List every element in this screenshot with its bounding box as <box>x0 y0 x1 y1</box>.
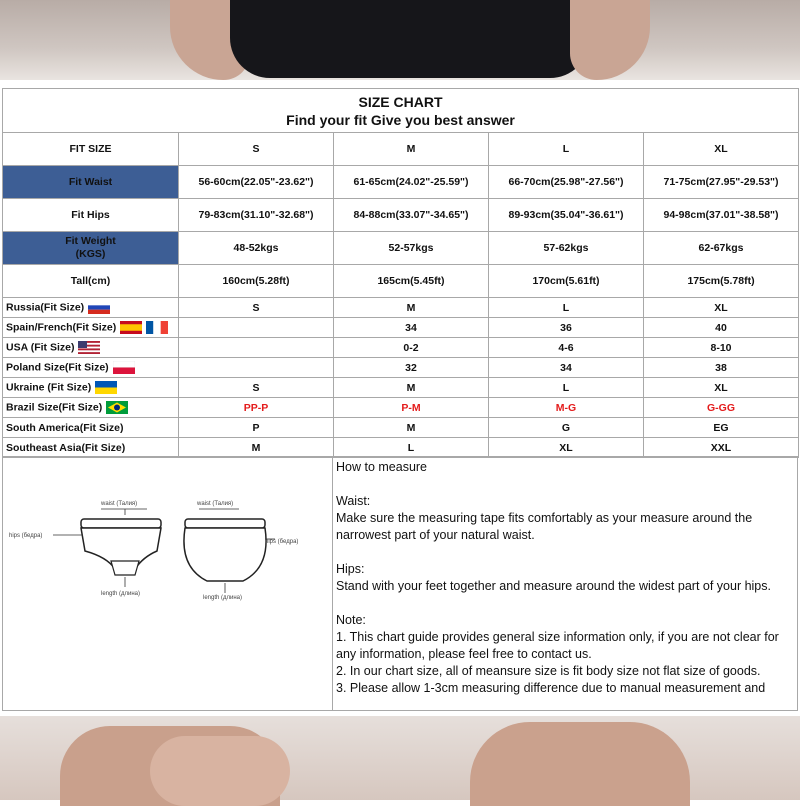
country-size-value <box>179 358 334 378</box>
back-panty-icon <box>184 509 275 593</box>
country-size-value: M <box>334 378 489 398</box>
country-row <box>3 438 799 458</box>
country-size-value: M-G <box>489 398 644 418</box>
note-2: 2. In our chart size, all of meansure size is fit body size not flat size of goods. <box>336 664 761 678</box>
size-table <box>2 88 799 458</box>
country-label: Southeast Asia(Fit Size) <box>6 441 126 454</box>
country-label-cell <box>3 418 179 438</box>
measure-value: 56-60cm(22.05"-23.62") <box>179 166 334 199</box>
country-size-value: S <box>179 298 334 318</box>
country-label: South America(Fit Size) <box>6 421 124 434</box>
poland-flag-icon <box>109 361 135 373</box>
brazil-flag-icon <box>102 401 128 413</box>
measure-label: Fit Waist <box>3 166 179 199</box>
country-row <box>3 398 799 418</box>
measure-value: 170cm(5.61ft) <box>489 265 644 298</box>
country-row <box>3 318 799 338</box>
country-size-value: 4-6 <box>489 338 644 358</box>
title-row <box>3 89 799 133</box>
ukraine-flag-icon <box>91 381 117 393</box>
country-row <box>3 358 799 378</box>
country-label-cell <box>3 298 179 318</box>
spain-france-flag-icon <box>116 321 168 333</box>
country-size-value: 0-2 <box>334 338 489 358</box>
length-label-back: length (длина) <box>203 595 243 601</box>
length-label: length (длина) <box>101 591 141 597</box>
size-header-l: L <box>489 133 644 166</box>
country-size-value: P-M <box>334 398 489 418</box>
size-header-xl: XL <box>644 133 799 166</box>
russia-flag-icon <box>84 301 110 313</box>
measure-value: 84-88cm(33.07"-34.65") <box>334 199 489 232</box>
measure-value: 160cm(5.28ft) <box>179 265 334 298</box>
country-size-value: L <box>334 438 489 458</box>
bottom-photo <box>0 716 800 800</box>
measure-value: 62-67kgs <box>644 232 799 265</box>
waist-label: waist (Талия) <box>101 501 138 507</box>
section-divider <box>332 457 333 710</box>
waist-text: Make sure the measuring tape fits comfortably as your measure around the narrowest part of your natural waist. <box>336 511 753 542</box>
country-label: Ukraine (Fit Size) <box>6 381 92 394</box>
country-size-value: M <box>179 438 334 458</box>
measure-value: 48-52kgs <box>179 232 334 265</box>
country-size-value: M <box>334 418 489 438</box>
measure-value: 94-98cm(37.01"-38.58") <box>644 199 799 232</box>
measure-value: 52-57kgs <box>334 232 489 265</box>
measure-row <box>3 199 799 232</box>
note-title: Note: <box>336 613 366 627</box>
hips-label-back: hips (бедра) <box>265 539 299 545</box>
country-size-value: XL <box>489 438 644 458</box>
arm-right <box>570 0 650 80</box>
country-size-value: L <box>489 298 644 318</box>
country-label: Poland Size(Fit Size) <box>6 361 109 374</box>
country-label-cell <box>3 378 179 398</box>
header-row <box>3 133 799 166</box>
measure-label: Tall(cm) <box>3 265 179 298</box>
hand <box>150 736 290 806</box>
measure-value: 175cm(5.78ft) <box>644 265 799 298</box>
panties-diagram <box>3 457 332 712</box>
measure-value: 61-65cm(24.02"-25.59") <box>334 166 489 199</box>
leg-right <box>470 722 690 806</box>
fit-size-header: FIT SIZE <box>3 133 179 166</box>
usa-flag-icon <box>74 341 100 353</box>
country-label: Brazil Size(Fit Size) <box>6 401 103 414</box>
measure-section <box>2 456 798 711</box>
country-size-value <box>179 318 334 338</box>
title-cell <box>3 89 799 133</box>
note-1: 1. This chart guide provides general size information only, if you are not clear for any information, please feel free to contact us. <box>336 630 779 661</box>
measure-row <box>3 232 799 265</box>
country-size-value: 40 <box>644 318 799 338</box>
measure-value: 71-75cm(27.95"-29.53") <box>644 166 799 199</box>
country-size-value: EG <box>644 418 799 438</box>
country-row <box>3 298 799 318</box>
country-label-cell <box>3 358 179 378</box>
country-row <box>3 378 799 398</box>
waist-label-back: waist (Талия) <box>197 501 234 507</box>
country-size-value: G-GG <box>644 398 799 418</box>
measure-label: Fit Weight (KGS) <box>3 232 179 265</box>
country-size-value: 36 <box>489 318 644 338</box>
waist-title: Waist: <box>336 494 371 508</box>
measure-row <box>3 265 799 298</box>
country-size-value: 34 <box>489 358 644 378</box>
country-size-value: P <box>179 418 334 438</box>
black-top <box>230 0 590 78</box>
country-size-value: 34 <box>334 318 489 338</box>
note-3: 3. Please allow 1-3cm measuring difference due to manual measurement and <box>336 681 766 695</box>
measure-row <box>3 166 799 199</box>
size-header-m: M <box>334 133 489 166</box>
country-size-value: 8-10 <box>644 338 799 358</box>
country-size-value: XXL <box>644 438 799 458</box>
chart-subtitle: Find your fit Give you best answer <box>286 111 515 128</box>
country-size-value: PP-P <box>179 398 334 418</box>
top-photo <box>0 0 800 80</box>
country-size-value <box>179 338 334 358</box>
country-size-value: L <box>489 378 644 398</box>
country-label: Russia(Fit Size) <box>6 301 85 314</box>
country-label-cell <box>3 318 179 338</box>
hips-title: Hips: <box>336 562 365 576</box>
measure-diagram <box>3 457 332 712</box>
measure-value: 79-83cm(31.10"-32.68") <box>179 199 334 232</box>
country-size-value: 32 <box>334 358 489 378</box>
country-size-value: 38 <box>644 358 799 378</box>
country-size-value: XL <box>644 298 799 318</box>
measure-value: 66-70cm(25.98"-27.56") <box>489 166 644 199</box>
country-row <box>3 338 799 358</box>
country-size-value: G <box>489 418 644 438</box>
howto-heading: How to measure <box>336 460 428 474</box>
measure-value: 165cm(5.45ft) <box>334 265 489 298</box>
measure-value: 57-62kgs <box>489 232 644 265</box>
country-size-value: M <box>334 298 489 318</box>
country-size-value: XL <box>644 378 799 398</box>
country-label-cell <box>3 438 179 458</box>
country-row <box>3 418 799 438</box>
country-label: USA (Fit Size) <box>6 341 75 354</box>
front-panty-icon <box>53 509 161 587</box>
how-to-measure <box>336 459 796 697</box>
country-label-cell <box>3 338 179 358</box>
measure-label: Fit Hips <box>3 199 179 232</box>
hips-label: hips (бедра) <box>9 533 43 539</box>
country-label-cell <box>3 398 179 418</box>
chart-title: SIZE CHART <box>358 93 443 110</box>
measure-value: 89-93cm(35.04"-36.61") <box>489 199 644 232</box>
country-size-value: S <box>179 378 334 398</box>
country-label: Spain/French(Fit Size) <box>6 321 117 334</box>
hips-text: Stand with your feet together and measure around the widest part of your hips. <box>336 579 771 593</box>
size-header-s: S <box>179 133 334 166</box>
